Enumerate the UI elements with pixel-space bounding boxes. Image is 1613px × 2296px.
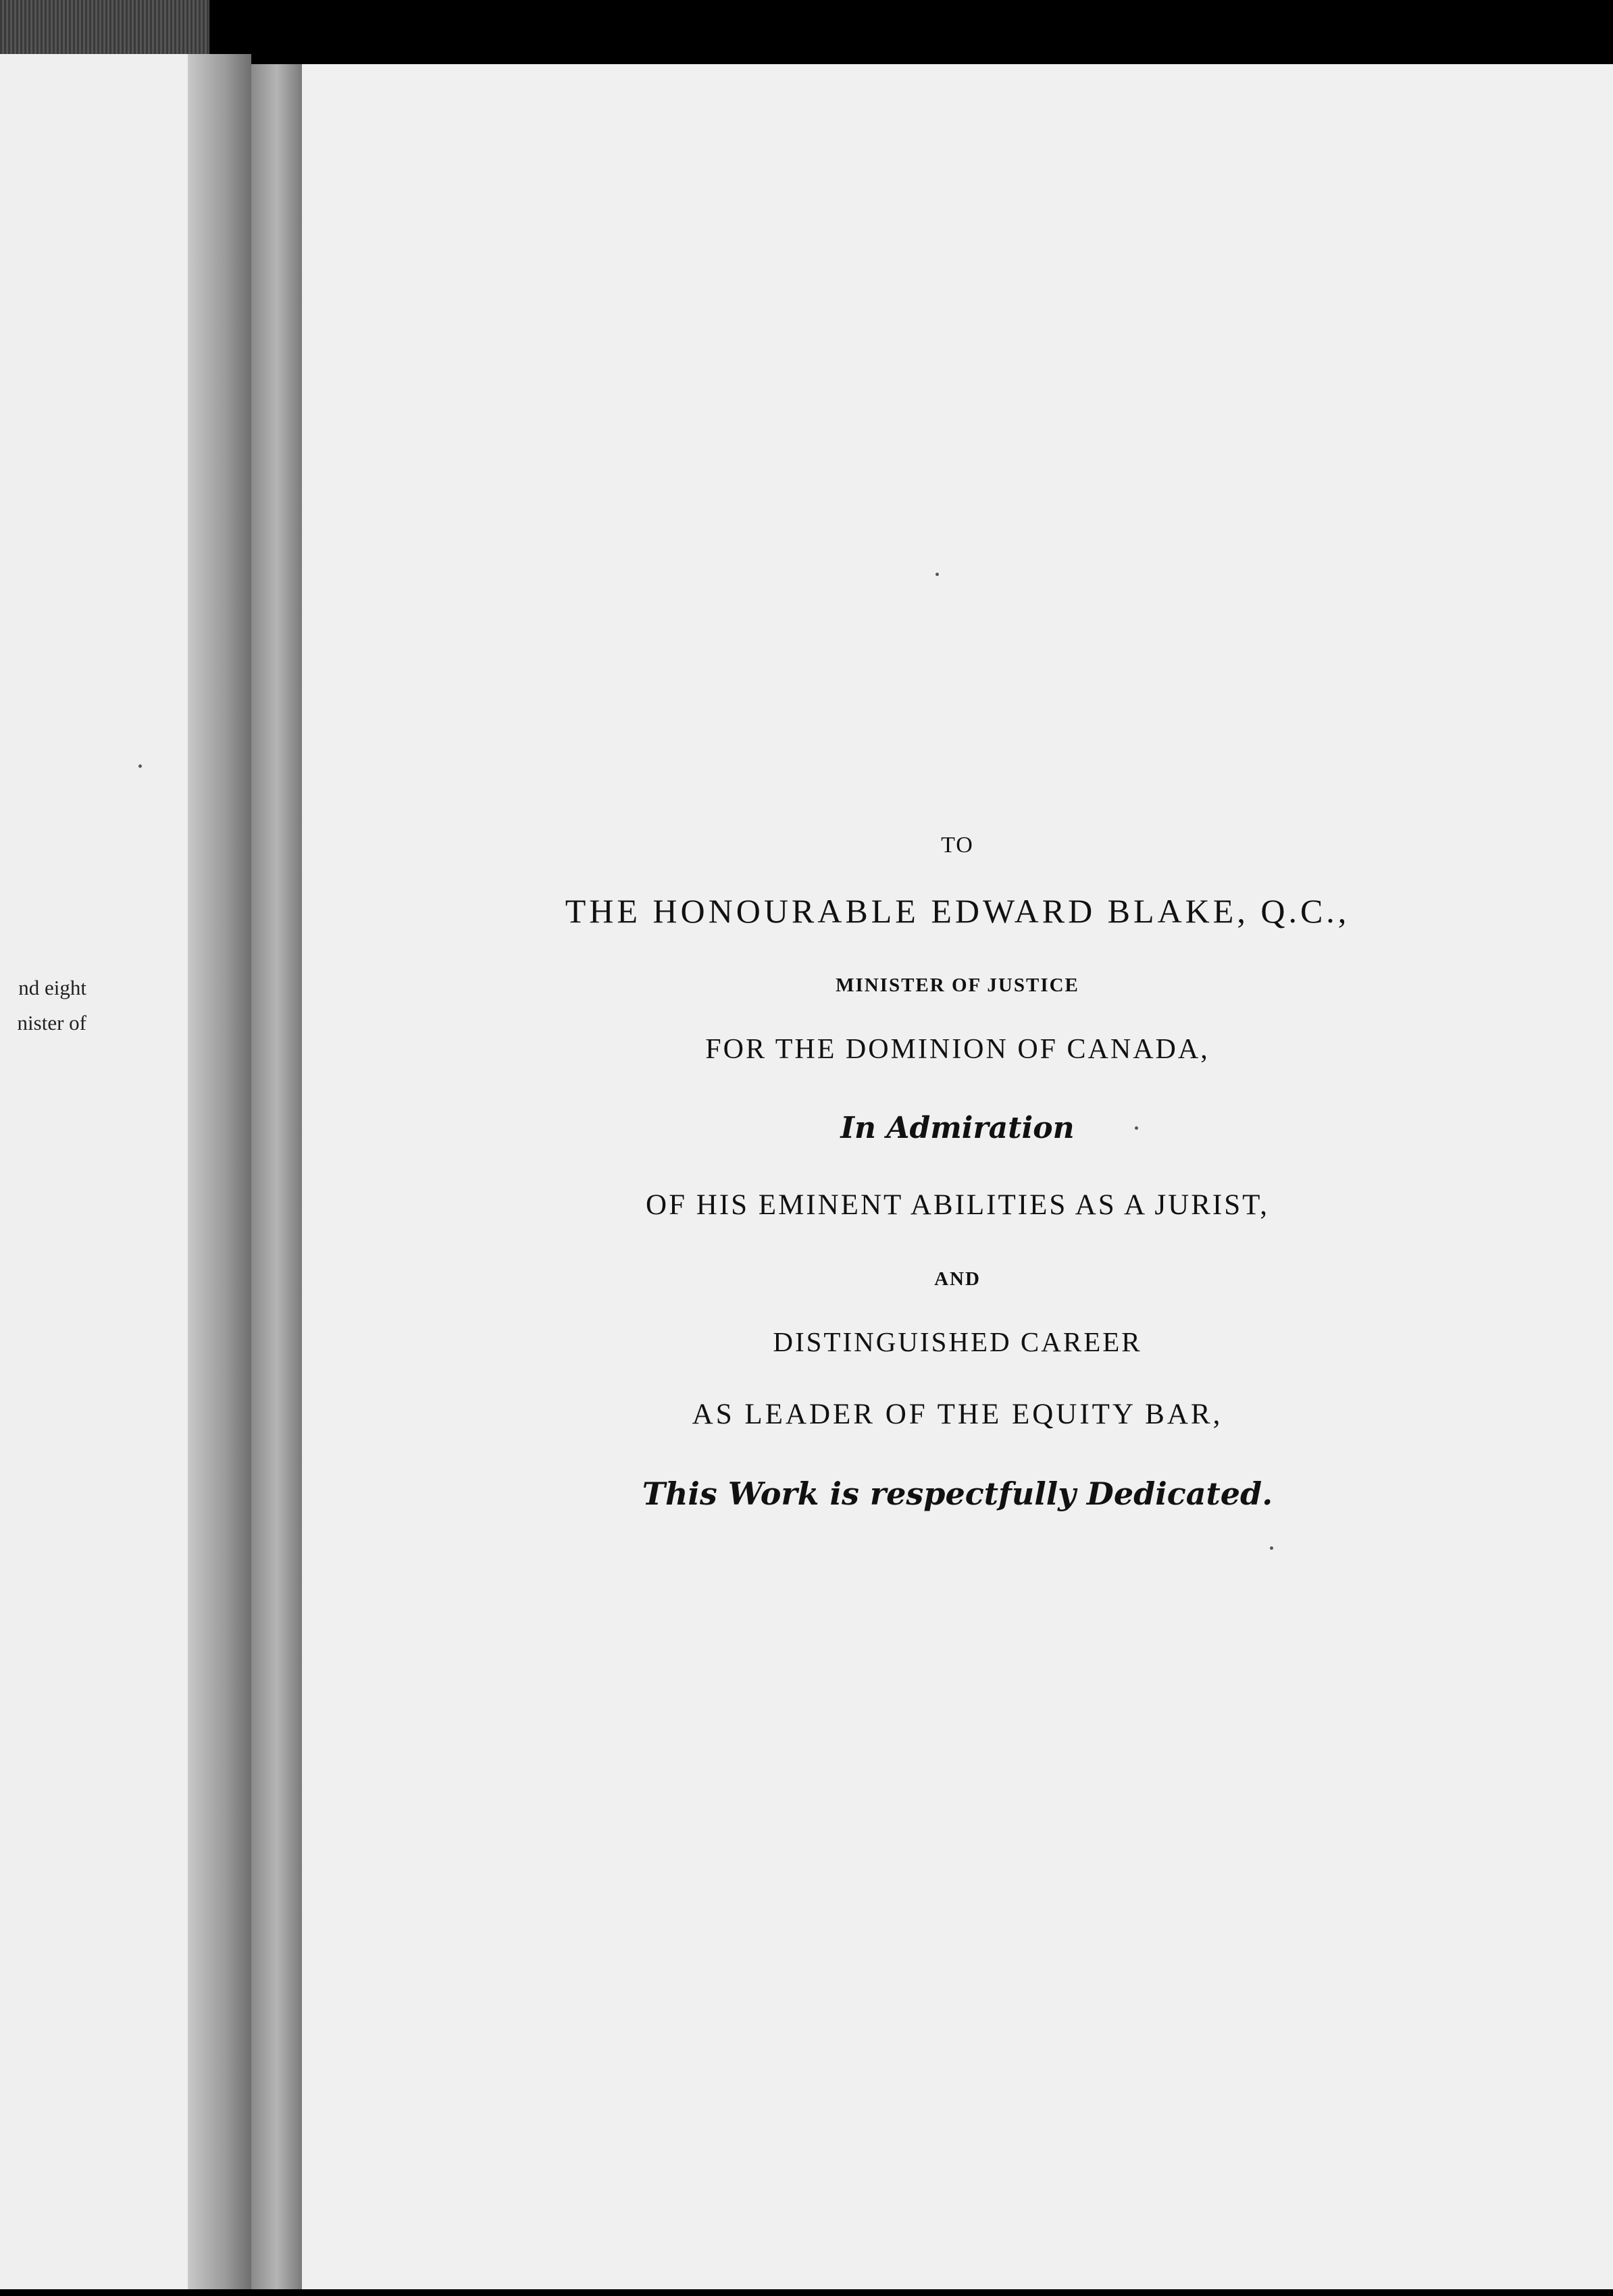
conjunction-line: AND <box>934 1268 981 1290</box>
leader-line: AS LEADER OF THE EQUITY BAR, <box>692 1399 1223 1430</box>
paper-speck <box>936 573 939 576</box>
dedicatee-jurisdiction: FOR THE DOMINION OF CANADA, <box>705 1034 1210 1065</box>
abilities-line: OF HIS EMINENT ABILITIES AS A JURIST, <box>646 1189 1269 1221</box>
dedicatee-name: THE HONOURABLE EDWARD BLAKE, Q.C., <box>565 892 1350 930</box>
left-page-text-fragment: nd eight <box>18 976 86 999</box>
dedicatee-title: MINISTER OF JUSTICE <box>836 974 1079 996</box>
book-binding <box>0 0 209 54</box>
dedication-to: TO <box>941 833 974 858</box>
left-page-edge <box>188 54 251 2289</box>
paper-speck <box>1270 1546 1273 1550</box>
paper-speck <box>1135 1126 1138 1130</box>
admiration-line: In Admiration <box>840 1111 1075 1145</box>
right-page <box>302 64 1613 2289</box>
left-page-text-fragment: nister of <box>17 1011 86 1035</box>
dedication-closing: This Work is respectfully Dedicated. <box>642 1476 1273 1512</box>
book-gutter <box>251 64 302 2289</box>
career-line: DISTINGUISHED CAREER <box>773 1326 1142 1357</box>
paper-speck <box>138 764 142 768</box>
